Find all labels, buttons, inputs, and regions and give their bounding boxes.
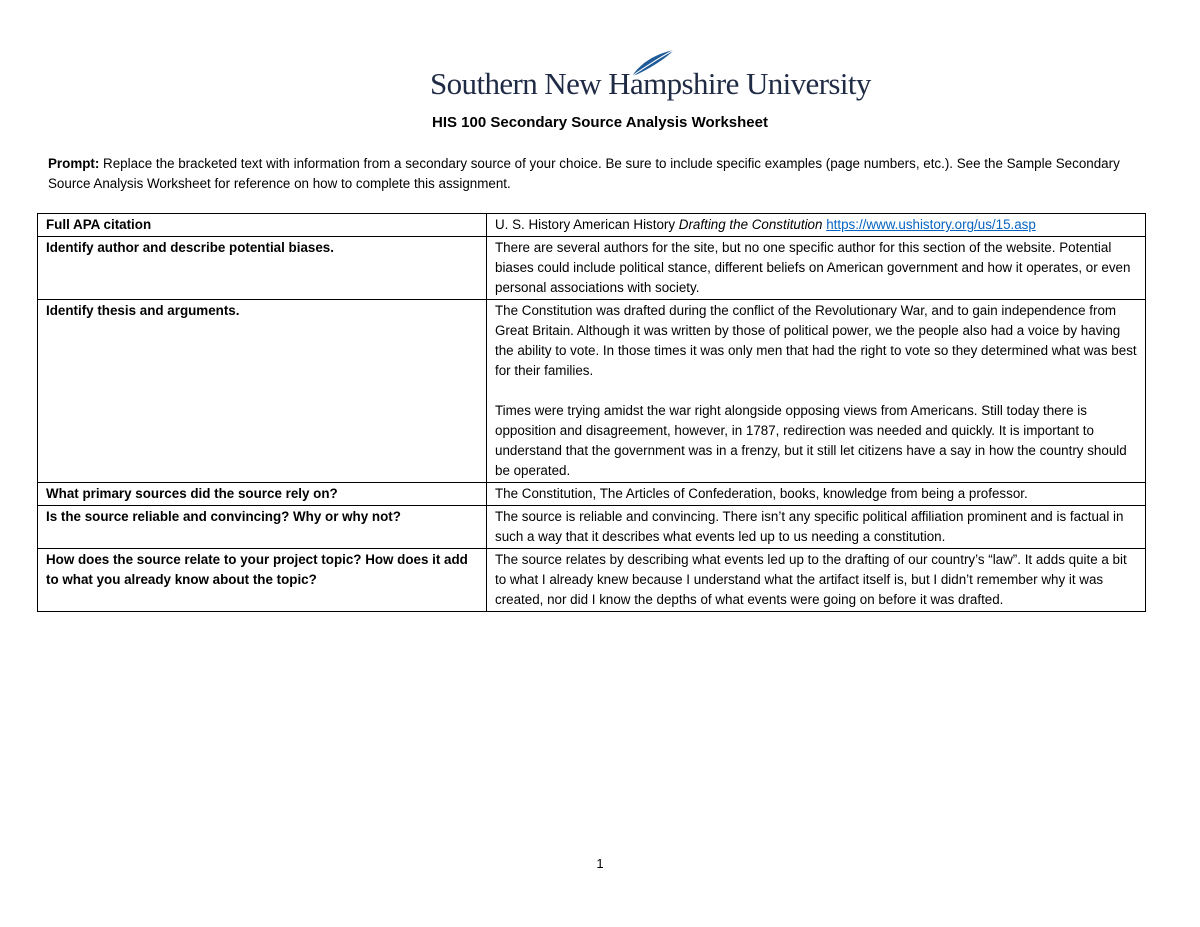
citation-prefix: U. S. History American History [495, 217, 679, 232]
answer-cell [487, 300, 1146, 483]
question-cell: Identify thesis and arguments. [38, 300, 487, 483]
question-cell: Identify author and describe potential biases. [38, 237, 487, 300]
table-row-author [38, 237, 1146, 300]
table-row-primary [38, 483, 1146, 506]
university-logo [430, 48, 871, 110]
table-row-reliable [38, 506, 1146, 549]
answer-paragraph: The Constitution was drafted during the conflict of the Revolutionary War, and to gain independence from Great Britain. Although it was written by those of political power, we the people also had a voice by having the ability to vote. In those times it was only men that had the right to vote so they determined what was best for their families. [495, 303, 1141, 378]
table-row-citation [38, 214, 1146, 237]
answer-cell: The Constitution, The Articles of Confederation, books, knowledge from being a professor. [487, 483, 1146, 506]
answer-cell: The source relates by describing what events led up to the drafting of our country’s “law”. It adds quite a bit to what I already knew because I understand what the artifact itself is, but I didn’t remember why it was created, nor did I know the depths of what events were going on before it was drafted. [487, 549, 1146, 612]
question-cell: Full APA citation [38, 214, 487, 237]
answer-cell: There are several authors for the site, but no one specific author for this section of the website. Potential biases could include political stance, different beliefs on American government and how it operates, or even personal associations with society. [487, 237, 1146, 300]
table-row-thesis [38, 300, 1146, 483]
question-cell: What primary sources did the source rely on? [38, 483, 487, 506]
answer-cell: The source is reliable and convincing. There isn’t any specific political affiliation prominent and is factual in such a way that it describes what events led up to us needing a constitution. [487, 506, 1146, 549]
worksheet-title: HIS 100 Secondary Source Analysis Worksheet [432, 114, 768, 131]
prompt-label: Prompt: [48, 156, 100, 171]
page-number: 1 [596, 856, 604, 871]
answer-paragraph: Times were trying amidst the war right alongside opposing views from Americans. Still today there is opposition and disagreement, however, in 1787, redirection was needed and quickly. It is important to understand that the government was in a frenzy, but it still let citizens have a say in how the country should be operated. [495, 403, 1131, 478]
logo-wordmark: Southern New Hampshire University [430, 66, 871, 101]
question-cell: Is the source reliable and convincing? Why or why not? [38, 506, 487, 549]
table-row-relate [38, 549, 1146, 612]
citation-link[interactable]: https://www.ushistory.org/us/15.asp [826, 217, 1036, 232]
prompt-text: Replace the bracketed text with information from a secondary source of your choice. Be sure to include specific examples (page numbers, etc.). See the Sample Secondary Source Analysis Worksheet for reference on how to complete this assignment. [48, 156, 1120, 191]
analysis-table [37, 213, 1146, 612]
citation-title: Drafting the Constitution [678, 217, 823, 232]
question-cell: How does the source relate to your project topic? How does it add to what you already know about the topic? [38, 549, 487, 612]
prompt-paragraph [48, 154, 1148, 194]
answer-cell [487, 214, 1146, 237]
